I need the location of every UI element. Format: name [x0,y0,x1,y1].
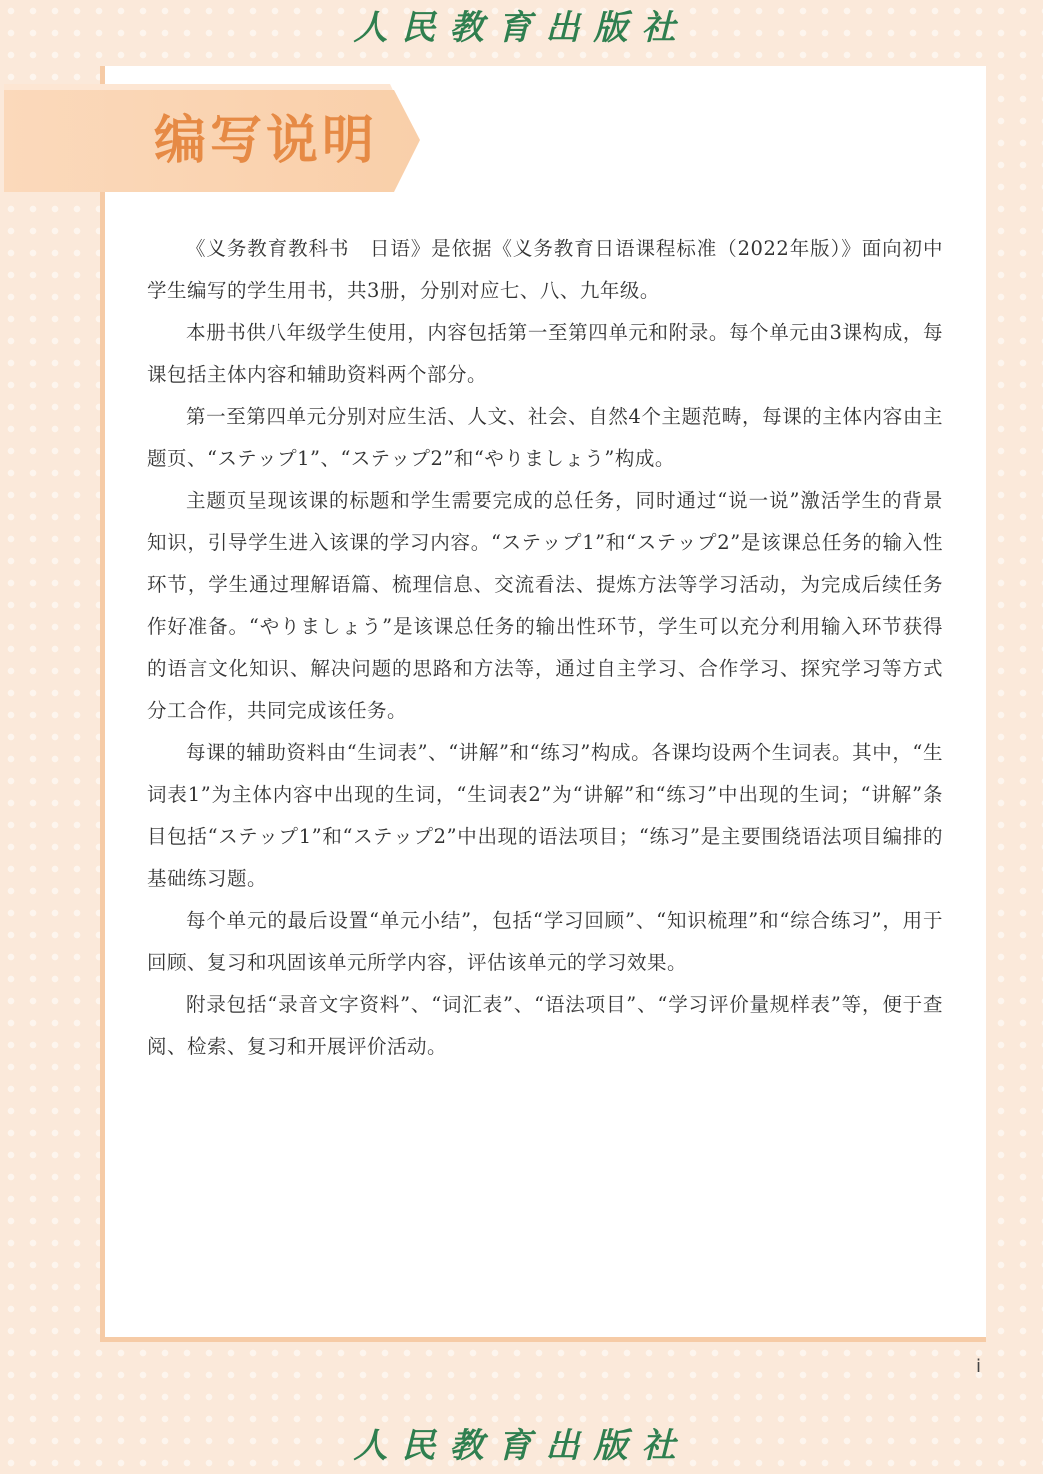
paragraph: 每个单元的最后设置“单元小结”，包括“学习回顾”、“知识梳理”和“综合练习”，用于回顾、复习和巩固该单元所学内容，评估该单元的学习效果。 [147,909,943,974]
page-number: i [976,1356,982,1377]
page-title: 编写说明 [154,110,379,171]
paragraph: 第一至第四单元分别对应生活、人文、社会、自然4个主题范畴，每课的主体内容由主题页、“ステップ1”、“ステップ2”和“やりましょう”构成。 [147,405,943,470]
paragraph: 每课的辅助资料由“生词表”、“讲解”和“练习”构成。各课均设两个生词表。其中，“生词表1”为主体内容中出现的生词，“生词表2”为“讲解”和“练习”中出现的生词；“讲解”条目包括“ステップ1”和“ステップ2”中出现的语法项目；“练习”是主要围绕语法项目编排的基础练习题。 [147,741,943,890]
body-text [147,228,943,1068]
paragraph: 附录包括“录音文字资料”、“词汇表”、“语法项目”、“学习评价量规样表”等，便于查阅、检索、复习和开展评价活动。 [147,993,943,1058]
paragraph: 《义务教育教科书 日语》是依据《义务教育日语课程标准（2022年版）》面向初中学生编写的学生用书，共3册，分别对应七、八、九年级。 [147,237,943,302]
paragraph: 本册书供八年级学生使用，内容包括第一至第四单元和附录。每个单元由3课构成，每课包括主体内容和辅助资料两个部分。 [147,321,943,386]
paragraph: 主题页呈现该课的标题和学生需要完成的总任务，同时通过“说一说”激活学生的背景知识，引导学生进入该课的学习内容。“ステップ1”和“ステップ2”是该课总任务的输入性环节，学生通过理解语篇、梳理信息、交流看法、提炼方法等学习活动，为完成后续任务作好准备。“やりましょう”是该课总任务的输出性环节，学生可以充分利用输入环节获得的语言文化知识、解决问题的思路和方法等，通过自主学习、合作学习、探究学习等方式分工合作，共同完成该任务。 [147,489,943,722]
publisher-logo-top: 人民教育出版社 [353,8,690,48]
publisher-logo-bottom: 人民教育出版社 [353,1426,690,1466]
